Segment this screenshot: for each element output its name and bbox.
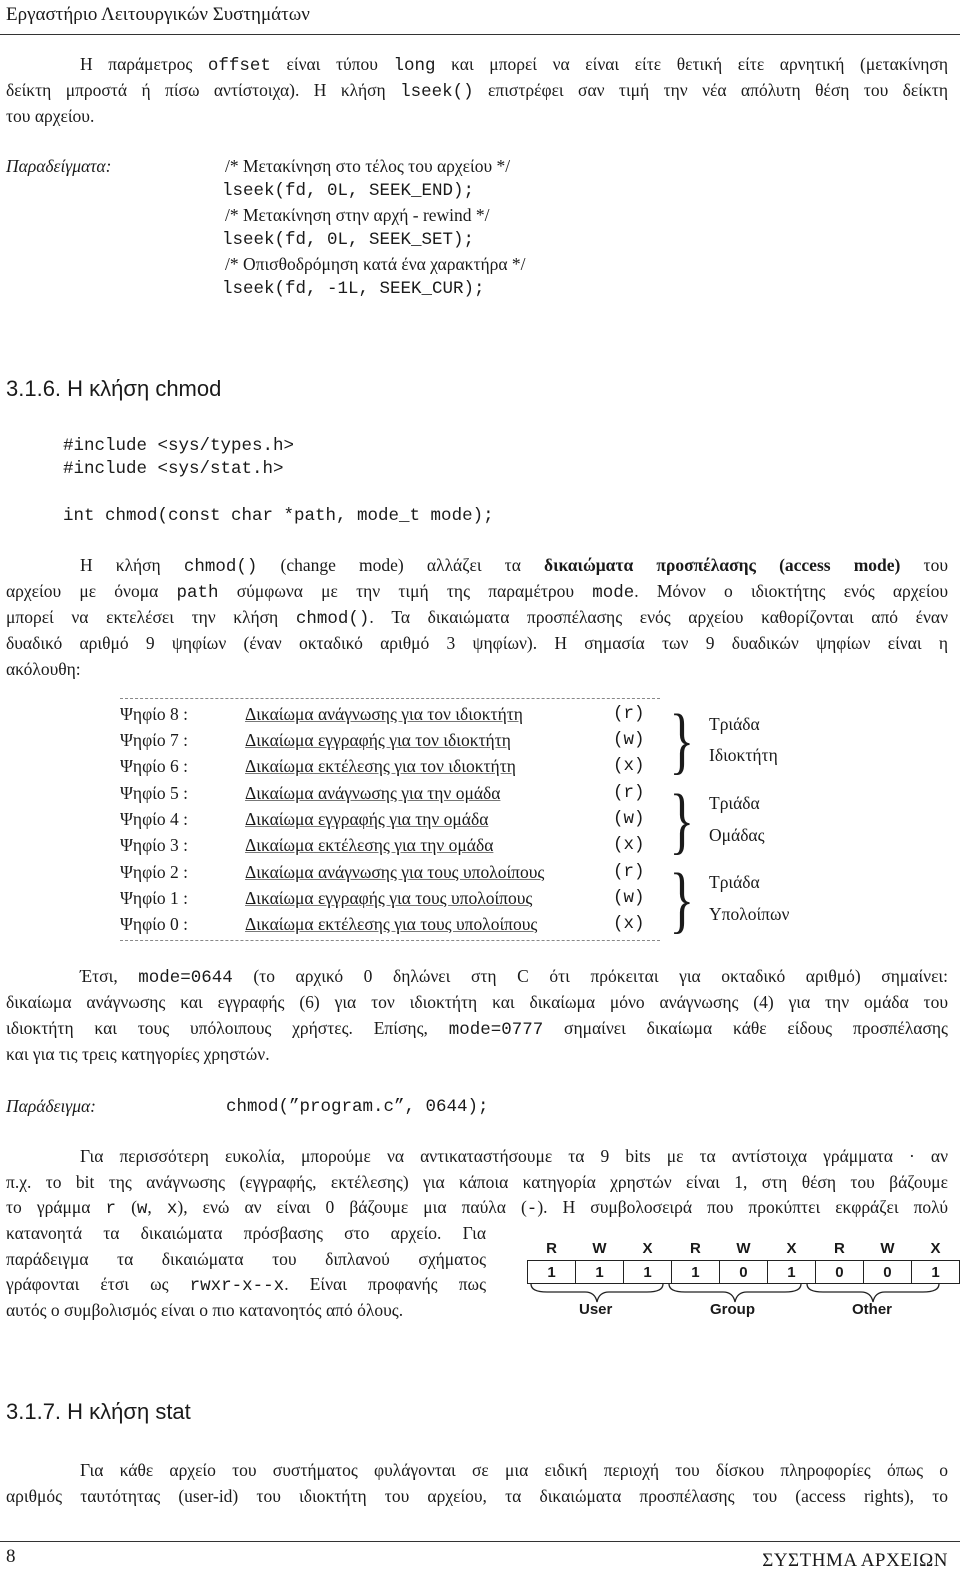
mode-para-line-4: και για τις τρεις κατηγορίες χρηστών. (6, 1044, 270, 1064)
bit-letter: X (786, 1239, 797, 1257)
include-stat: #include <sys/stat.h> (63, 459, 284, 479)
bits-para-line-6: γράφονται έτσι ως rwxr-x--x. Είναι προφανής πως (6, 1274, 486, 1296)
bit-value: 0 (863, 1261, 911, 1284)
mode-para-line-1: Έτσι, mode=0644 (το αρχικό 0 δηλώνει στη C ότι πρόκειται για οκταδικό αριθμό) σημαίνει: (80, 966, 948, 988)
group-underbrace (669, 1284, 801, 1302)
bits-group-group-label: Group (710, 1301, 755, 1318)
group-others-line1: Τριάδα (709, 872, 760, 892)
bit-value: 1 (528, 1261, 576, 1284)
bits-para-line-2: π.χ. το bit της ανάγνωσης (εγγραφής, εκτέλεσης) για κάποια κατηγορία χρηστών είναι 1, στη θέση του βάζουμε (6, 1172, 948, 1192)
group-group-line2: Ομάδας (709, 825, 765, 845)
example-code-3: lseek(fd, -1L, SEEK_CUR); (222, 279, 485, 299)
perm-table-top-rule (120, 698, 660, 699)
intro-line-3: του αρχείου. (6, 106, 95, 126)
example-comment-2: /* Μετακίνηση στην αρχή - rewind */ (225, 205, 490, 225)
bit-letter: R (690, 1239, 701, 1257)
brace-group: } (669, 780, 695, 862)
rwx-bits-table (527, 1236, 960, 1284)
bit-value: 1 (575, 1261, 623, 1284)
chmod-para-line-4: δυαδικό αριθμό 9 ψηφίων (έναν οκταδικό αριθμό 3 ψηφίων). Η σημασία των 9 δυαδικών ψηφίων είναι η (6, 633, 948, 653)
chmod-para-line-1: Η κλήση chmod() (change mode) αλλάζει τα δικαιώματα προσπέλασης (access mode) του (80, 555, 948, 577)
examples-label: Παραδείγματα: (6, 156, 112, 176)
example-chmod-code: chmod(”program.c”, 0644); (226, 1097, 489, 1117)
header-rule (0, 34, 960, 35)
bits-para-line-5: παράδειγμα τα δικαιώματα του διπλανού σχήματος (6, 1249, 486, 1269)
bit-value: 1 (624, 1261, 672, 1284)
bit-value: 0 (815, 1261, 863, 1284)
bit-value: 1 (671, 1261, 719, 1284)
mode-para-line-2: δικαίωμα ανάγνωσης και εγγραφής (6) για τον ιδιοκτήτη και δικαίωμα μόνο ανάγνωσης (4) για την ομάδα του (6, 992, 948, 1012)
rwx-values-row (528, 1261, 960, 1284)
bit-value: 1 (911, 1261, 959, 1284)
bits-group-user-label: User (579, 1301, 613, 1318)
example-label: Παράδειγμα: (6, 1096, 96, 1116)
running-footer-title: ΣΥΣΤΗΜΑ ΑΡΧΕΙΩΝ (762, 1550, 948, 1571)
stat-para-line-2: αριθμός ταυτότητας (user-id) του ιδιοκτήτη του αρχείου, τα δικαιώματα προσπέλασης του (access rights), το (6, 1486, 948, 1506)
bit-letter: X (642, 1239, 653, 1257)
rwx-bits-diagram (527, 1236, 960, 1284)
example-comment-3: /* Οπισθοδρόμηση κατά ένα χαρακτήρα */ (225, 254, 526, 274)
section-heading-stat: 3.1.7. Η κλήση stat (6, 1399, 191, 1424)
running-header-title: Εργαστήριο Λειτουργικών Συστημάτων (6, 4, 310, 25)
brace-owner: } (669, 700, 695, 782)
other-underbrace (807, 1284, 939, 1302)
bits-para-line-3: το γράμμα r (w, x), ενώ αν είναι 0 βάζουμε μια παύλα (-). Η συμβολοσειρά που προκύπτει εκφράζει πολύ (6, 1197, 949, 1219)
group-owner-line1: Τριάδα (709, 714, 760, 734)
bit-letter: W (736, 1239, 751, 1257)
page-number: 8 (6, 1546, 16, 1567)
example-code-2: lseek(fd, 0L, SEEK_SET); (222, 230, 475, 250)
section-heading-chmod: 3.1.6. Η κλήση chmod (6, 376, 222, 401)
perm-table-bottom-rule (120, 940, 660, 941)
footer-rule (0, 1541, 960, 1542)
bit-letter: R (546, 1239, 557, 1257)
mode-para-line-3: ιδιοκτήτη και τους υπόλοιπους χρήστες. Επίσης, mode=0777 σημαίνει δικαίωμα κάθε είδους προσπέλασης (6, 1018, 948, 1040)
bit-letter: W (592, 1239, 607, 1257)
user-underbrace (531, 1284, 663, 1302)
bits-para-line-1: Για περισσότερη ευκολία, μπορούμε να αντικαταστήσουμε τα 9 bits με τα αντίστοιχα γράμματα · αν (80, 1146, 948, 1166)
bit-letter: R (834, 1239, 845, 1257)
brace-others: } (669, 859, 695, 941)
bit-letter: X (930, 1239, 941, 1257)
intro-line-2: δείκτη μπροστά ή πίσω αντίστοιχα). Η κλήση lseek() επιστρέφει σαν τιμή την νέα απόλυτη θέση του δείκτη (6, 80, 948, 102)
include-types: #include <sys/types.h> (63, 436, 295, 456)
group-owner-line2: Ιδιοκτήτη (709, 745, 778, 765)
chmod-para-line-2: αρχείου με όνομα path σύμφωνα με την τιμή της παραμέτρου mode. Μόνον ο ιδιοκτήτης ενός αρχείου (6, 581, 948, 603)
chmod-prototype: int chmod(const char *path, mode_t mode); (63, 506, 494, 526)
intro-line-1: Η παράμετρος offset είναι τύπου long και μπορεί να είναι είτε θετική είτε αρνητική (μετακίνηση (80, 54, 948, 76)
bits-group-other-label: Other (852, 1301, 893, 1318)
bit-value: 0 (719, 1261, 767, 1284)
group-others-line2: Υπολοίπων (709, 904, 790, 924)
group-group-line1: Τριάδα (709, 793, 760, 813)
bits-para-line-4: κατανοητά τα δικαιώματα πρόσβασης στο αρχείο. Για (6, 1223, 486, 1243)
bit-value: 1 (768, 1261, 816, 1284)
chmod-para-line-3: μπορεί να εκτελέσει την κλήση chmod(). Τα δικαιώματα προσπέλασης ενός αρχείου καθορίζονται από έναν (6, 607, 948, 629)
example-code-1: lseek(fd, 0L, SEEK_END); (222, 181, 475, 201)
bit-letter: W (880, 1239, 895, 1257)
stat-para-line-1: Για κάθε αρχείο του συστήματος φυλάγονται σε μια ειδική περιοχή του δίσκου πληροφορίες όπως ο (80, 1460, 948, 1480)
rwx-letters-row (528, 1236, 960, 1261)
example-comment-1: /* Μετακίνηση στο τέλος του αρχείου */ (225, 156, 511, 176)
bits-para-line-7: αυτός ο συμβολισμός είναι ο πιο κατανοητός από όλους. (6, 1300, 404, 1320)
chmod-para-line-5: ακόλουθη: (6, 659, 81, 679)
